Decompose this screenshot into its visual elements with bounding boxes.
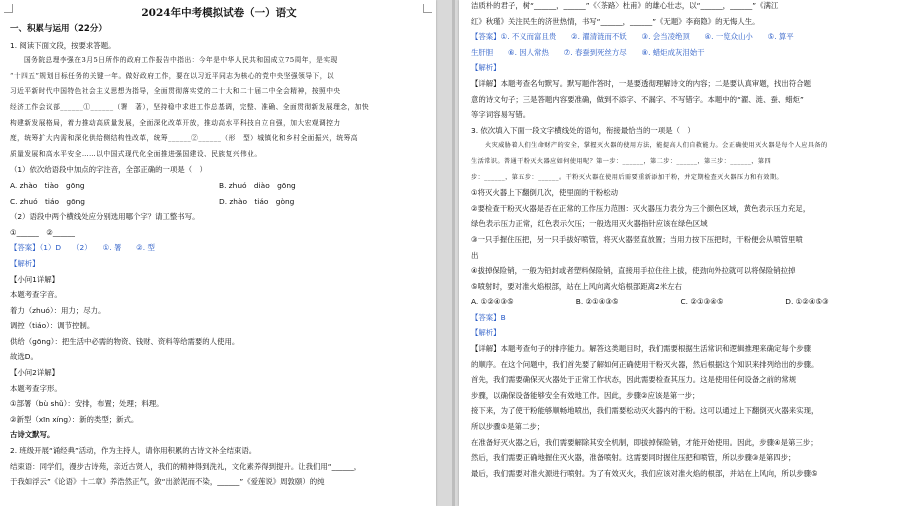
answer-blanks: ①______ ②______: [10, 227, 75, 237]
item-line: ②要检查干粉灭火器是否在正常的工作压力范围：灭火器压力表分为三个颜色区域，黄色表示压力充足，: [471, 203, 811, 213]
option-d: D. ①②④⑤③: [785, 297, 829, 307]
item-line: ①将灭火器上下翻倒几次，使里面的干粉松动: [471, 188, 619, 198]
question-line: 结束语：同学们，漫步古诗苑，亲近古贤人，我们的精神得到洗礼，文化素养得到提升。让我们用“______，: [10, 461, 362, 471]
question-line: 于我如浮云”《论语》十二章》养浩然正气，敛“出淤泥而不染，______”《爱莲说》周敦颐）的纯: [10, 477, 325, 487]
answer-line: 【答案】B: [471, 312, 506, 322]
item-line: 出: [471, 250, 479, 260]
document-page-right: [459, 0, 900, 506]
answer-line: 【答案】（1）D （2） ①. 署 ②. 型: [10, 243, 155, 253]
detail-line: 然后，我们需要正确地握住灭火器，准备喷射。这需要同时握住压把和喷管，所以步骤③是第四步；: [471, 453, 796, 463]
item-line: ③一只手握住压把，另一只手拔好喷管，将灭火器竖直放置；当用力按下压把时，干粉便会从喷管里喷: [471, 234, 803, 244]
item-line: ④拔掉保险销，一般为铅封或者塑料保险销，直接用手拉住往上拔，使劲向外拉就可以将保险销拉掉: [471, 266, 796, 276]
options-row: [471, 294, 890, 310]
option-d: D. zhào tiáo gòng: [219, 196, 295, 206]
passage-line: 质量发展和高水平安全……以中国式现代化全面推进强国建设、民族复兴伟业。: [10, 149, 262, 158]
sub-question: （2）语段中两个横线处应分别选用哪个字？请工整书写。: [10, 212, 200, 222]
detail-line: 调控（tiáo）：调节控制。: [10, 321, 95, 331]
detail-line: 所以步骤①是第二步；: [471, 422, 545, 432]
document-page-left: [0, 0, 436, 506]
analysis-tag: 【解析】: [471, 328, 501, 338]
sub-question: （1）依次给语段中加点的字注音，全部正确的一项是（ ）: [10, 165, 207, 175]
scrollbar[interactable]: [452, 0, 455, 506]
question-stem: 1. 阅读下面文段，按要求答题。: [10, 40, 116, 50]
analysis-tag: 【解析】: [10, 258, 40, 268]
option-b: B. ②①④③⑤: [575, 297, 619, 307]
detail-line: ②新型（xīn xíng）：新的类型；新式。: [10, 414, 139, 424]
detail-line: 本题考查字形。: [10, 383, 62, 393]
detail-line: 步骤，以确保设备能够安全有效地工作。因此，步骤②应该是第一步；: [471, 390, 700, 400]
section-heading: 古诗文默写。: [10, 430, 55, 440]
passage-line: “十四五”规划目标任务的关键一年。做好政府工作，要在以习近平同志为核心的党中央坚强领导下，以: [10, 71, 335, 80]
passage-line: 火灾威胁着人们生命财产的安全，掌握灭火器的使用方法，能提高人们自救能力。会正确使用灭火器是每个人应具备的: [485, 142, 828, 150]
question-line: 洁质朴的君子，树“______，______”《〈茶路〉杜甫》的雄心壮志，以“______，______”《满江: [471, 1, 779, 10]
answer-line: 生肝胆 ⑥. 因人常热 ⑦. 春蚕到死丝方尽 ⑧. 蜡炬成灰泪始干: [471, 47, 705, 57]
item-line: ⑤喷射时，要对准火焰根部，站在上风向离火焰根部距离2米左右: [471, 281, 682, 291]
detail-line: 供给（gōng）：把生活中必需的物资、钱财、资料等给需要的人使用。: [10, 336, 240, 346]
detail-line: 最后，我们需要对准火源进行喷射。为了有效灭火，我们应该对准火焰的根部，并站在上风向，所以步骤⑤: [471, 468, 818, 478]
section-heading: 一、积累与运用（22分）: [10, 24, 107, 34]
passage-line: 经济工作会议部______①______（署 著），坚持稳中求进工作总基调，完整、准确、全面贯彻新发展理念，加快: [10, 102, 370, 111]
detail-line: 意的诗文句子；三是答题内容要准确，做到不添字、不漏字、不写错字。本题中的“濯、涟、蚕、蜡炬”: [471, 94, 804, 104]
analysis-tag: 【解析】: [471, 63, 501, 73]
answer-line: 【答案】①. 不义而富且贵 ②. 濯清涟而不妖 ③. 会当凌绝顶 ④. 一览众山小 ⑤. 算平: [471, 32, 794, 42]
detail-line: 接下来，为了使干粉能够顺畅地喷出，我们需要松动灭火器内的干粉。这可以通过上下翻倒灭火器来实现，: [471, 406, 819, 416]
question-stem: 3. 依次填入下面一段文字横线处的语句，衔接最恰当的一项是（ ）: [471, 125, 695, 135]
question-line: 2. 班级开展“诵经典”活动，作为主持人，请你用积累的古诗文补全结束语。: [10, 446, 257, 456]
detail-line: 着力（zhuó）：用力；尽力。: [10, 305, 106, 315]
passage-line: 步：______，第五步：______。干粉灭火器在使用后需要重新添加干粉，并定期检查灭火器压力和有效期。: [471, 173, 784, 181]
question-line: 红》秋瑾》关注民生的济世热情，书写“______，______”《无题》李商隐》的无悔人生。: [471, 16, 760, 26]
item-line: 绿色表示压力正常，红色表示欠压；一般选用灭火器指针应该在绿色区域: [471, 219, 708, 229]
sub-detail-heading: 【小问2详解】: [10, 368, 60, 378]
detail-line: 首先，我们需要确保灭火器处于正常工作状态，因此需要检查其压力。这是使用任何设备之前的常规: [471, 375, 797, 385]
detail-line: 【详解】本题考查名句默写。默写题作答时，一是要透彻理解诗文的内容；二是要认真审题，找出符合题: [471, 78, 811, 88]
detail-line: 的顺序。在这个问题中，我们首先要了解如何正确使用干粉灭火器，然后根据这个知识来排列给出的步骤。: [471, 359, 819, 369]
detail-line: 故选D。: [10, 352, 38, 362]
passage-line: 习近平新时代中国特色社会主义思想为指导，全面贯彻落实党的二十大和二十届二中全会精神，按照中央: [10, 87, 341, 96]
paper-title: 2024年中考模拟试卷（一）语文: [141, 7, 297, 19]
option-c: C. zhuó tiáo gōng: [10, 196, 85, 206]
passage-line: 国务院总理李强在3月5日所作的政府工作报告中指出：今年是中华人民共和国成立75周年，是实现: [24, 56, 338, 65]
detail-line: ①部署（bù shǔ）：安排，布置；处理；料理。: [10, 399, 164, 409]
page-right-content: [471, 0, 890, 481]
options-row: [10, 194, 428, 210]
passage-line: 构建新发展格局，着力推动高质量发展，全面深化改革开放，推动高水平科技自立自强，加大宏观调控力: [10, 118, 341, 127]
detail-line: 【详解】本题考查句子的排序能力。解答这类题目时，我们需要根据生活常识和逻辑推理来确定每个步骤: [471, 344, 811, 354]
detail-line: 本题考查字音。: [10, 290, 62, 300]
option-c: C. ②①③④⑤: [680, 297, 724, 307]
option-a: A. zhào tiào gōng: [10, 180, 85, 190]
option-b: B. zhuó diào gōng: [219, 180, 296, 190]
page-left-content: [10, 0, 428, 490]
page-gap: [436, 0, 459, 506]
detail-line: 在准备好灭火器之后，我们需要解除其安全机制，即拔掉保险销，才能开始使用。因此，步骤④是第三步；: [471, 437, 818, 447]
option-a: A. ①②④③⑤: [471, 297, 514, 307]
options-row: [10, 178, 428, 194]
passage-line: 生活常识。普通干粉灭火器应如何使用呢？第一步：______，第二步：______，第三步：______，第四: [471, 157, 772, 165]
passage-line: 度，统筹扩大内需和深化供给侧结构性改革，统筹______②______（形 型）城镇化和乡村全面振兴，统筹高: [10, 134, 358, 143]
detail-line: 等字词容易写错。: [471, 110, 531, 120]
sub-detail-heading: 【小问1详解】: [10, 274, 60, 284]
